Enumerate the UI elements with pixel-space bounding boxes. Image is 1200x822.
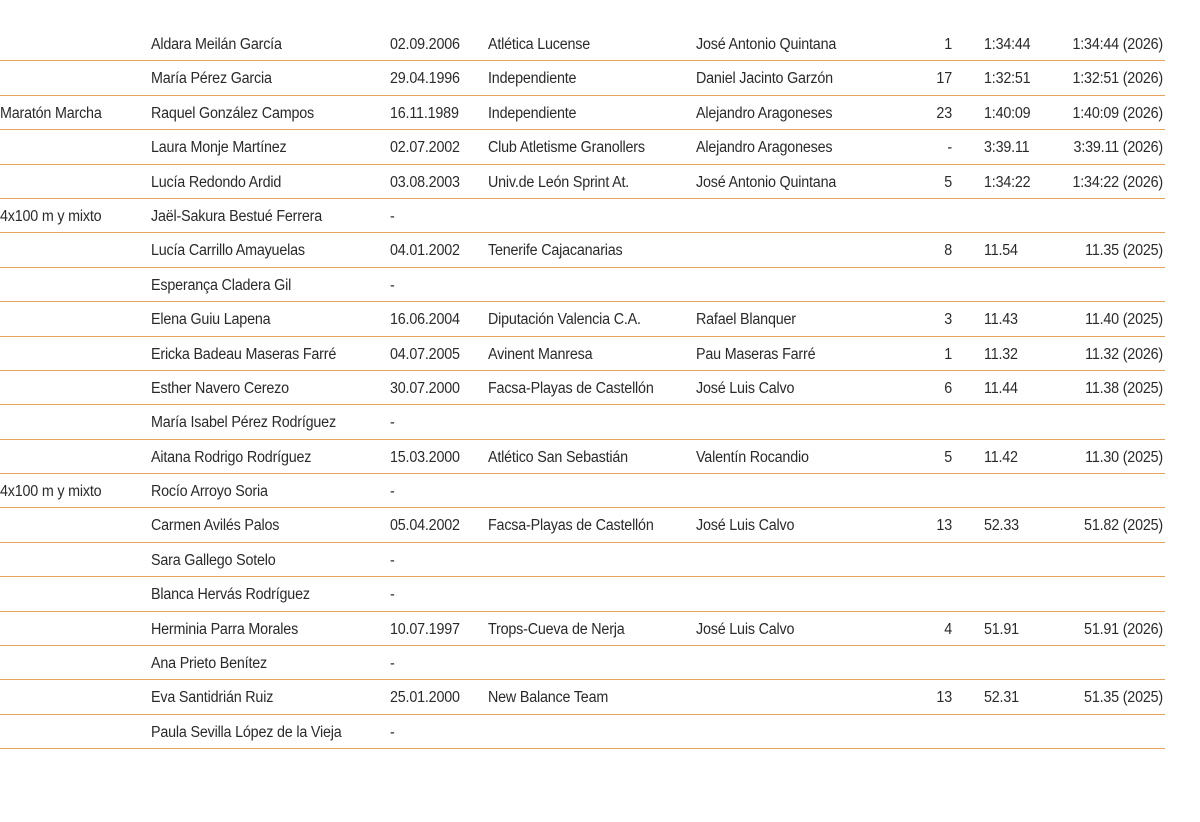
table-row [0,371,1165,405]
table-row [0,165,1165,199]
coach-cell: José Luis Calvo [696,379,795,397]
ranking-cell: 5 [944,448,952,466]
season-mark-cell: 11.32 [984,345,1018,363]
club-cell: Facsa-Playas de Castellón [488,517,654,535]
table-row [0,577,1165,611]
event-cell: 4x100 m y mixto [0,483,102,501]
personal-best-cell: 3:39.11 (2026) [1073,139,1163,157]
season-mark-cell: 52.33 [984,517,1019,535]
ranking-cell: 17 [936,70,952,88]
athlete-name-cell: Eva Santidrián Ruiz [151,689,274,707]
coach-cell: José Antonio Quintana [696,173,837,191]
season-mark-cell: 11.54 [984,242,1018,260]
ranking-cell: 8 [944,242,952,260]
personal-best-cell: 11.35 (2025) [1085,242,1163,260]
athlete-name-cell: Laura Monje Martínez [151,139,287,157]
club-cell: Independiente [488,70,577,88]
athlete-roster-table [0,27,1165,749]
club-cell: New Balance Team [488,689,609,707]
table-row [0,302,1165,336]
coach-cell: Valentín Rocandio [696,448,809,466]
season-mark-cell: 52.31 [984,689,1019,707]
personal-best-cell: 51.91 (2026) [1084,620,1163,638]
birth-date-cell: 03.08.2003 [390,173,460,191]
birth-date-cell: 05.04.2002 [390,517,460,535]
table-row [0,646,1165,680]
season-mark-cell: 1:34:22 [984,173,1031,191]
athlete-name-cell: Jaël-Sakura Bestué Ferrera [151,207,322,225]
birth-date-cell: 29.04.1996 [390,70,460,88]
club-cell: Diputación Valencia C.A. [488,311,641,329]
personal-best-cell: 11.30 (2025) [1085,448,1163,466]
club-cell: Univ.de León Sprint At. [488,173,630,191]
birth-date-cell: 04.07.2005 [390,345,460,363]
season-mark-cell: 11.42 [984,448,1018,466]
season-mark-cell: 1:34:44 [984,36,1031,53]
ranking-cell: 23 [936,104,952,122]
birth-date-cell: 15.03.2000 [390,448,460,466]
athlete-name-cell: Rocío Arroyo Soria [151,483,268,501]
table-row [0,27,1165,61]
table-row [0,233,1165,267]
table-row [0,508,1165,542]
ranking-cell: 6 [944,379,952,397]
season-mark-cell: 3:39.11 [984,139,1030,157]
table-row [0,440,1165,474]
club-cell: Tenerife Cajacanarias [488,242,623,260]
personal-best-cell: 11.38 (2025) [1085,379,1163,397]
athlete-name-cell: Lucía Redondo Ardid [151,173,282,191]
personal-best-cell: 1:32:51 (2026) [1072,70,1163,88]
club-cell: Avinent Manresa [488,345,593,363]
ranking-cell: 13 [936,689,952,707]
table-row [0,96,1165,130]
club-cell: Atlético San Sebastián [488,448,628,466]
birth-date-cell: 16.11.1989 [390,104,459,122]
athlete-name-cell: Esther Navero Cerezo [151,379,289,397]
table-row [0,268,1165,302]
table-row [0,612,1165,646]
club-cell: Atlética Lucense [488,36,591,53]
personal-best-cell: 1:40:09 (2026) [1072,104,1163,122]
season-mark-cell: 11.43 [984,311,1018,329]
table-row [0,130,1165,164]
personal-best-cell: 51.35 (2025) [1084,689,1163,707]
coach-cell: José Luis Calvo [696,517,795,535]
coach-cell: Alejandro Aragoneses [696,139,833,157]
club-cell: Independiente [488,104,577,122]
personal-best-cell: 51.82 (2025) [1084,517,1163,535]
birth-date-cell: - [390,655,395,673]
athlete-name-cell: Raquel González Campos [151,104,314,122]
season-mark-cell: 11.44 [984,379,1018,397]
birth-date-cell: - [390,586,395,604]
athlete-name-cell: Carmen Avilés Palos [151,517,280,535]
ranking-cell: - [947,139,952,157]
table-row [0,543,1165,577]
birth-date-cell: - [390,551,395,569]
table-row [0,405,1165,439]
ranking-cell: 1 [944,36,952,53]
athlete-name-cell: Esperança Cladera Gil [151,276,292,294]
personal-best-cell: 1:34:44 (2026) [1072,36,1163,53]
table-row [0,680,1165,714]
club-cell: Club Atletisme Granollers [488,139,645,157]
athlete-name-cell: Aldara Meilán García [151,36,282,53]
coach-cell: Alejandro Aragoneses [696,104,833,122]
season-mark-cell: 51.91 [984,620,1019,638]
coach-cell: José Antonio Quintana [696,36,837,53]
athlete-name-cell: Lucía Carrillo Amayuelas [151,242,305,260]
personal-best-cell: 1:34:22 (2026) [1072,173,1163,191]
table-row [0,474,1165,508]
event-cell: 4x100 m y mixto [0,207,102,225]
birth-date-cell: 02.09.2006 [390,36,460,53]
birth-date-cell: - [390,207,395,225]
coach-cell: Pau Maseras Farré [696,345,816,363]
personal-best-cell: 11.32 (2026) [1085,345,1163,363]
club-cell: Facsa-Playas de Castellón [488,379,654,397]
athlete-name-cell: Blanca Hervás Rodríguez [151,586,310,604]
table-row [0,61,1165,95]
personal-best-cell: 11.40 (2025) [1085,311,1163,329]
ranking-cell: 1 [944,345,952,363]
table-row [0,199,1165,233]
athlete-name-cell: María Isabel Pérez Rodríguez [151,414,336,432]
athlete-name-cell: Ana Prieto Benítez [151,655,268,673]
birth-date-cell: 10.07.1997 [390,620,460,638]
birth-date-cell: 02.07.2002 [390,139,460,157]
birth-date-cell: 25.01.2000 [390,689,460,707]
athlete-name-cell: Aitana Rodrigo Rodríguez [151,448,312,466]
athlete-name-cell: Paula Sevilla López de la Vieja [151,723,342,741]
coach-cell: Daniel Jacinto Garzón [696,70,833,88]
ranking-cell: 4 [944,620,952,638]
ranking-cell: 3 [944,311,952,329]
season-mark-cell: 1:32:51 [984,70,1031,88]
athlete-name-cell: Sara Gallego Sotelo [151,551,276,569]
birth-date-cell: - [390,723,395,741]
birth-date-cell: - [390,276,395,294]
birth-date-cell: 04.01.2002 [390,242,460,260]
athlete-name-cell: Ericka Badeau Maseras Farré [151,345,337,363]
coach-cell: Rafael Blanquer [696,311,796,329]
club-cell: Trops-Cueva de Nerja [488,620,625,638]
athlete-name-cell: Elena Guiu Lapena [151,311,271,329]
birth-date-cell: 16.06.2004 [390,311,460,329]
birth-date-cell: 30.07.2000 [390,379,460,397]
birth-date-cell: - [390,483,395,501]
birth-date-cell: - [390,414,395,432]
table-row [0,715,1165,749]
table-row [0,337,1165,371]
coach-cell: José Luis Calvo [696,620,795,638]
season-mark-cell: 1:40:09 [984,104,1031,122]
ranking-cell: 5 [944,173,952,191]
event-cell: Maratón Marcha [0,104,102,122]
ranking-cell: 13 [936,517,952,535]
athlete-name-cell: María Pérez Garcia [151,70,272,88]
athlete-name-cell: Herminia Parra Morales [151,620,299,638]
